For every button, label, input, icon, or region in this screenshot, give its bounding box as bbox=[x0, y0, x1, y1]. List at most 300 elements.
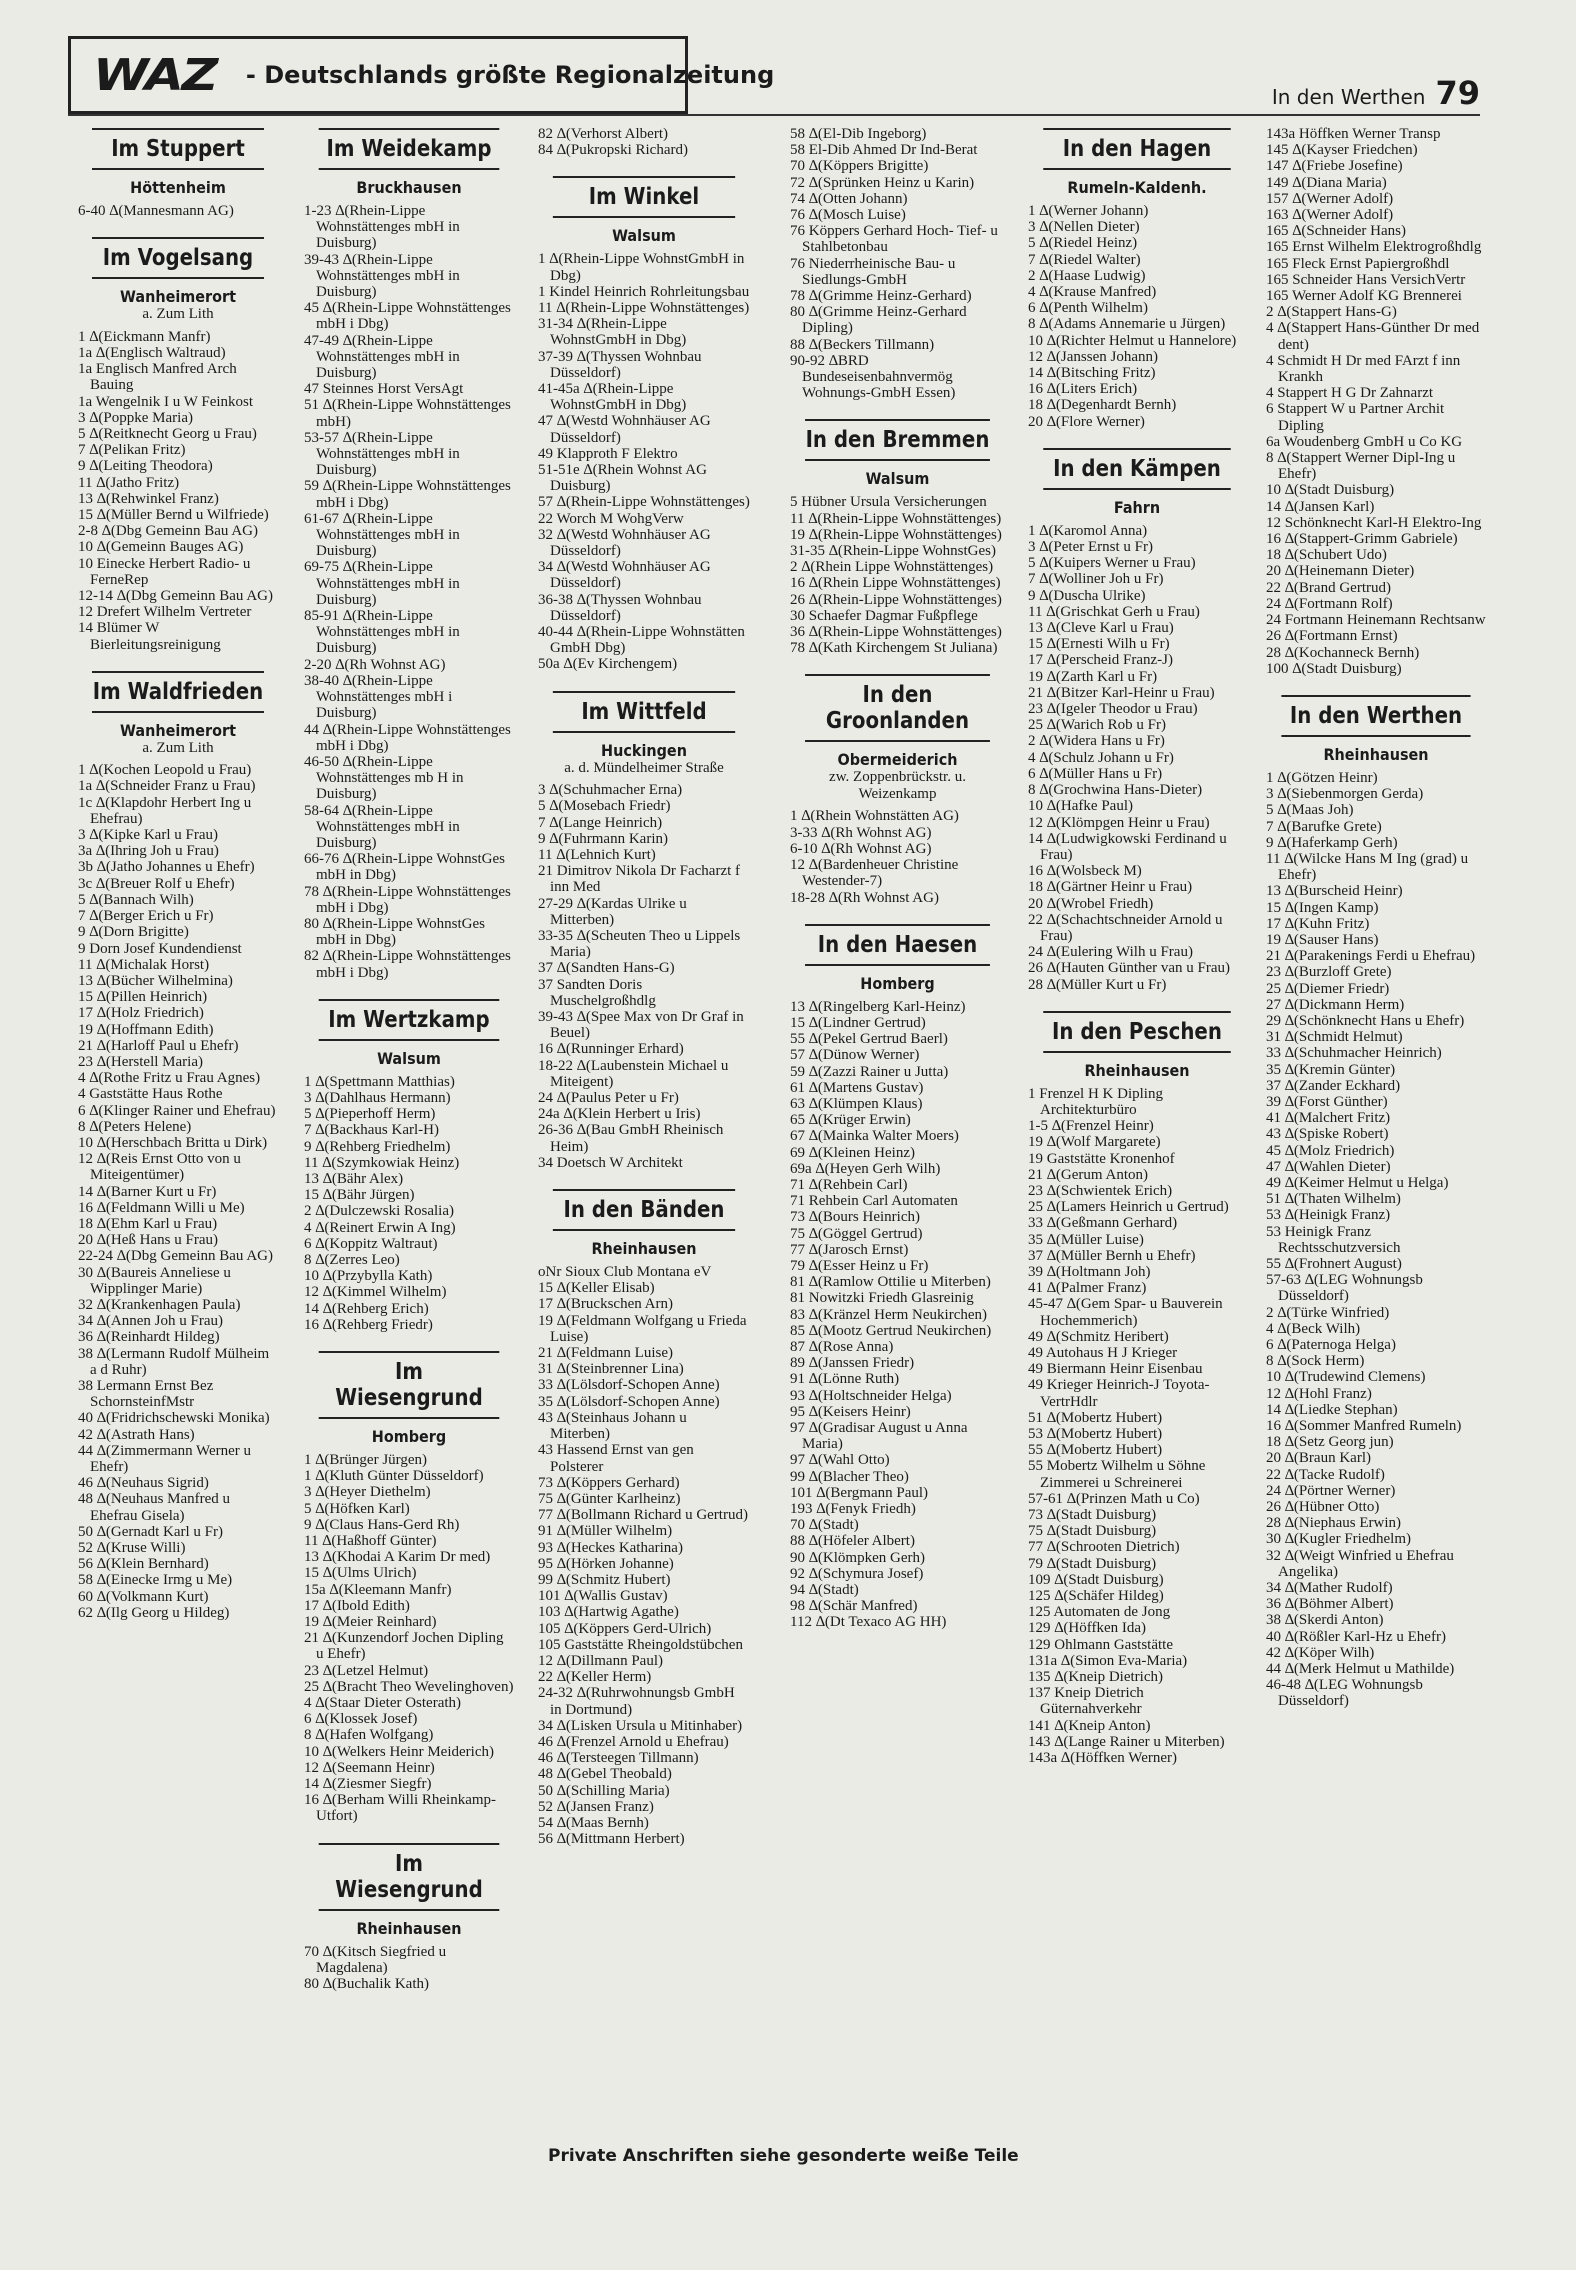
address-entry: 53 ∆(Mobertz Hubert) bbox=[1028, 1426, 1163, 1442]
street-heading: Im Wiesengrund bbox=[319, 1843, 500, 1911]
street-section bbox=[790, 419, 1005, 656]
address-entry: 73 ∆(Bours Heinrich) bbox=[790, 1209, 920, 1226]
address-entry: 45 ∆(Molz Friedrich) bbox=[1266, 1142, 1395, 1159]
district-label: Walsum bbox=[377, 1048, 441, 1068]
address-entry: 5 ∆(Pieperhoff Herm) bbox=[304, 1106, 436, 1123]
address-entry: 71 Rehbein Carl Automaten bbox=[790, 1193, 958, 1210]
address-entry: 5 ∆(Kuipers Werner u Frau) bbox=[1028, 555, 1196, 572]
address-entry: 47 ∆(Westd Wohnhäuser AG Düsseldorf) bbox=[538, 413, 711, 446]
address-entry: 19 ∆(Zarth Karl u Fr) bbox=[1028, 668, 1158, 685]
address-entry: 21 Dimitrov Nikola Dr Facharzt f inn Med bbox=[538, 863, 741, 896]
address-entry: 41 ∆(Palmer Franz) bbox=[1028, 1280, 1147, 1297]
address-entry: 18 ∆(Setz Georg jun) bbox=[1266, 1434, 1394, 1451]
address-entry: 20 ∆(Braun Karl) bbox=[1266, 1450, 1371, 1467]
address-entry: 3c ∆(Breuer Rolf u Ehefr) bbox=[78, 875, 235, 892]
address-entry: 11 ∆(Wilcke Hans M Ing (grad) u Ehefr) bbox=[1266, 850, 1469, 884]
address-entry: 12-14 ∆(Dbg Gemeinn Bau AG) bbox=[78, 587, 273, 604]
entry-list bbox=[538, 251, 750, 672]
address-entry: 8 ∆(Grochwina Hans-Dieter) bbox=[1028, 782, 1203, 799]
address-entry: 65 ∆(Krüger Erwin) bbox=[790, 1112, 911, 1129]
address-entry: 71 ∆(Rehbein Carl) bbox=[790, 1176, 908, 1193]
address-entry: 42 ∆(Astrath Hans) bbox=[78, 1426, 195, 1443]
address-entry: 1 ∆(Rhein Wohnstätten AG) bbox=[790, 808, 959, 825]
address-entry: 2-20 ∆(Rh Wohnst AG) bbox=[304, 656, 446, 673]
address-entry: 78 ∆(Kath Kirchengem St Juliana) bbox=[790, 640, 998, 657]
address-entry: 5 ∆(Maas Joh) bbox=[1266, 802, 1354, 819]
address-entry: 14 ∆(Liedke Stephan) bbox=[1266, 1401, 1398, 1418]
address-entry: 57-63 ∆(LEG Wohnungsb Düsseldorf) bbox=[1266, 1272, 1423, 1305]
address-entry: 131a ∆(Simon Eva-Maria) bbox=[1028, 1652, 1188, 1669]
address-entry: 84 ∆(Pukropski Richard) bbox=[538, 142, 688, 159]
street-heading: In den Peschen bbox=[1043, 1011, 1230, 1053]
address-entry: 7 ∆(Riedel Walter) bbox=[1028, 251, 1141, 268]
address-entry: 54 ∆(Maas Bernh) bbox=[538, 1814, 649, 1831]
address-entry: 28 ∆(Kochanneck Bernh) bbox=[1266, 644, 1420, 661]
address-entry: 1 ∆(Kochen Leopold u Frau) bbox=[78, 762, 252, 779]
street-section bbox=[790, 126, 1005, 401]
entry-list bbox=[790, 494, 1005, 656]
address-entry: 83 ∆(Kränzel Herm Neukirchen) bbox=[790, 1306, 988, 1323]
address-entry: 40 ∆(Rößler Karl-Hz u Ehefr) bbox=[1266, 1628, 1446, 1645]
address-entry: 143 ∆(Lange Rainer u Miterben) bbox=[1028, 1733, 1225, 1750]
address-entry: 77 ∆(Jarosch Ernst) bbox=[790, 1241, 909, 1258]
address-entry: 39-43 ∆(Rhein-Lippe Wohnstättenges mbH in Duisburg) bbox=[304, 251, 460, 301]
address-entry: 18 ∆(Schubert Udo) bbox=[1266, 547, 1387, 564]
entry-list bbox=[538, 126, 750, 158]
address-entry: 24 Fortmann Heinemann Rechtsanw bbox=[1266, 612, 1486, 629]
address-entry: 89 ∆(Janssen Friedr) bbox=[790, 1355, 915, 1372]
column-2 bbox=[304, 120, 514, 2010]
address-entry: 58 ∆(El-Dib Ingeborg) bbox=[790, 126, 927, 142]
address-entry: 6-10 ∆(Rh Wohnst AG) bbox=[790, 840, 932, 857]
address-entry: 101 ∆(Bergmann Paul) bbox=[790, 1484, 929, 1501]
address-entry: 31-34 ∆(Rhein-Lippe WohnstGmbH in Dbg) bbox=[538, 316, 687, 349]
street-section bbox=[1266, 126, 1486, 677]
address-entry: 90-92 ∆BRD Bundeseisenbahnvermög Wohnungs-GmbH Essen) bbox=[790, 352, 956, 402]
address-entry: 59 ∆(Zazzi Rainer u Jutta) bbox=[790, 1063, 949, 1080]
address-entry: 22-24 ∆(Dbg Gemeinn Bau AG) bbox=[78, 1248, 273, 1265]
address-entry: 48 ∆(Gebel Theobald) bbox=[538, 1766, 672, 1783]
address-entry: 88 ∆(Höfeler Albert) bbox=[790, 1533, 915, 1550]
address-entry: 11 ∆(Szymkowiak Heinz) bbox=[304, 1154, 460, 1171]
address-entry: 35 ∆(Kremin Günter) bbox=[1266, 1061, 1396, 1078]
address-entry: 99 ∆(Schmitz Hubert) bbox=[538, 1571, 671, 1588]
address-entry: 34 ∆(Lisken Ursula u Mitinhaber) bbox=[538, 1717, 743, 1734]
address-entry: 12 ∆(Bardenheuer Christine Westender-7) bbox=[790, 857, 959, 890]
address-entry: 1 ∆(Rhein-Lippe WohnstGmbH in Dbg) bbox=[538, 251, 745, 284]
address-entry: 4 Gaststätte Haus Rothe bbox=[78, 1086, 223, 1103]
address-entry: 37 Sandten Doris Muschelgroßhdlg bbox=[538, 976, 656, 1009]
address-entry: 47 Steinnes Horst VersAgt bbox=[304, 381, 464, 398]
address-entry: 39 ∆(Forst Günther) bbox=[1266, 1093, 1388, 1110]
address-entry: 1-5 ∆(Frenzel Heinr) bbox=[1028, 1118, 1154, 1135]
street-section bbox=[78, 671, 278, 1621]
address-entry: 14 ∆(Ziesmer Siegfr) bbox=[304, 1776, 432, 1793]
address-entry: 80 ∆(Rhein-Lippe WohnstGes mbH in Dbg) bbox=[304, 915, 486, 949]
street-section bbox=[538, 1189, 750, 1847]
address-entry: 9 ∆(Dorn Brigitte) bbox=[78, 924, 189, 941]
address-entry: 24-32 ∆(Ruhrwohnungsb GmbH in Dortmund) bbox=[538, 1685, 735, 1718]
address-entry: 37-39 ∆(Thyssen Wohnbau Düsseldorf) bbox=[538, 348, 702, 381]
address-entry: 6 ∆(Müller Hans u Fr) bbox=[1028, 765, 1163, 782]
address-entry: 46 ∆(Neuhaus Sigrid) bbox=[78, 1475, 209, 1492]
address-entry: 3 ∆(Poppke Maria) bbox=[78, 409, 193, 426]
address-entry: 81 Nowitzki Friedh Glasreinig bbox=[790, 1290, 974, 1307]
entry-list bbox=[304, 1452, 514, 1825]
address-entry: 79 ∆(Esser Heinz u Fr) bbox=[790, 1257, 929, 1274]
address-entry: 145 ∆(Kayser Friedchen) bbox=[1266, 142, 1418, 159]
address-entry: 23 ∆(Letzel Helmut) bbox=[304, 1662, 429, 1679]
street-heading: Im Wertzkamp bbox=[319, 999, 500, 1041]
district-label: Homberg bbox=[860, 973, 935, 993]
address-entry: 12 ∆(Seemann Heinr) bbox=[304, 1759, 435, 1776]
address-entry: 7 ∆(Barufke Grete) bbox=[1266, 818, 1382, 835]
address-entry: 45-47 ∆(Gem Spar- u Bauverein Hochemmerich) bbox=[1028, 1296, 1223, 1329]
address-entry: 165 Fleck Ernst Papiergroßhdl bbox=[1266, 255, 1450, 272]
entry-list bbox=[1266, 770, 1486, 1710]
address-entry: 51-51e ∆(Rhein Wohnst AG Duisburg) bbox=[538, 462, 707, 495]
address-entry: 36 ∆(Reinhardt Hildeg) bbox=[78, 1329, 220, 1346]
address-entry: 1-23 ∆(Rhein-Lippe Wohnstättenges mbH in Duisburg) bbox=[304, 203, 460, 252]
address-entry: 19 ∆(Sauser Hans) bbox=[1266, 931, 1379, 948]
address-entry: 6 ∆(Paternoga Helga) bbox=[1266, 1337, 1396, 1354]
address-entry: 2-8 ∆(Dbg Gemeinn Bau AG) bbox=[78, 523, 258, 540]
street-heading: In den Bänden bbox=[553, 1189, 735, 1231]
address-entry: 69-75 ∆(Rhein-Lippe Wohnstättenges mbH in Duisburg) bbox=[304, 559, 460, 608]
address-entry: 30 ∆(Baureis Anneliese u Wipplinger Marie) bbox=[78, 1264, 231, 1297]
address-entry: 13 ∆(Bähr Alex) bbox=[304, 1170, 404, 1187]
address-entry: 34 Doetsch W Architekt bbox=[538, 1154, 683, 1171]
address-entry: 30 ∆(Kugler Friedhelm) bbox=[1266, 1531, 1411, 1548]
address-entry: 3 ∆(Peter Ernst u Fr) bbox=[1028, 539, 1153, 556]
address-entry: 8 ∆(Hafen Wolfgang) bbox=[304, 1727, 434, 1744]
address-entry: 21 ∆(Harloff Paul u Ehefr) bbox=[78, 1037, 239, 1054]
entry-list bbox=[78, 762, 278, 1621]
address-entry: 22 ∆(Tacke Rudolf) bbox=[1266, 1466, 1385, 1483]
address-entry: 19 ∆(Rhein-Lippe Wohnstättenges) bbox=[790, 526, 1002, 543]
street-heading: In den Groonlanden bbox=[805, 674, 990, 742]
address-entry: 4 Schmidt H Dr med FArzt f inn Krankh bbox=[1266, 352, 1461, 386]
address-entry: 50a ∆(Ev Kirchengem) bbox=[538, 656, 678, 673]
address-entry: 38 ∆(Skerdi Anton) bbox=[1266, 1612, 1384, 1629]
address-entry: 50 ∆(Gernadt Karl u Fr) bbox=[78, 1523, 223, 1540]
district-label: Rumeln-Kaldenh. bbox=[1067, 178, 1207, 197]
address-entry: 2 ∆(Widera Hans u Fr) bbox=[1028, 733, 1165, 750]
location-note: a. Zum Lith bbox=[142, 739, 214, 756]
address-entry: 69a ∆(Heyen Gerh Wilh) bbox=[790, 1160, 941, 1177]
address-entry: 125 ∆(Schäfer Hildeg) bbox=[1028, 1588, 1164, 1605]
entry-list bbox=[78, 329, 278, 653]
address-entry: 1 ∆(Brünger Jürgen) bbox=[304, 1452, 428, 1468]
address-entry: 87 ∆(Rose Anna) bbox=[790, 1338, 894, 1355]
address-entry: 49 Klapproth F Elektro bbox=[538, 445, 678, 462]
address-entry: 36-38 ∆(Thyssen Wohnbau Düsseldorf) bbox=[538, 591, 702, 624]
address-entry: 12 ∆(Kimmel Wilhelm) bbox=[304, 1284, 447, 1301]
street-heading: Im Wiesengrund bbox=[319, 1351, 500, 1419]
address-entry: 30 Schaefer Dagmar Fußpflege bbox=[790, 607, 978, 624]
address-entry: 44 ∆(Rhein-Lippe Wohnstättenges mbH i Dbg) bbox=[304, 721, 511, 754]
address-entry: 43 Hassend Ernst van gen Polsterer bbox=[538, 1442, 694, 1475]
entry-list bbox=[1028, 203, 1246, 430]
address-entry: 12 ∆(Klömpgen Heinr u Frau) bbox=[1028, 814, 1210, 831]
district-label: Walsum bbox=[865, 469, 930, 489]
footer-note: Private Anschriften siehe gesonderte weiße Teile bbox=[548, 2146, 1019, 2166]
address-entry: 18 ∆(Degenhardt Bernh) bbox=[1028, 397, 1177, 414]
address-entry: 18-28 ∆(Rh Wohnst AG) bbox=[790, 889, 939, 906]
address-entry: 66-76 ∆(Rhein-Lippe WohnstGes mbH in Dbg) bbox=[304, 851, 505, 884]
address-entry: 11 ∆(Michalak Horst) bbox=[78, 956, 210, 973]
address-entry: 22 ∆(Keller Herm) bbox=[538, 1669, 652, 1686]
address-entry: 165 Schneider Hans VersichVertr bbox=[1266, 271, 1466, 288]
street-heading: Im Winkel bbox=[553, 176, 735, 218]
district-label: Huckingen bbox=[601, 740, 687, 760]
address-entry: 13 ∆(Khodai A Karim Dr med) bbox=[304, 1549, 491, 1566]
address-entry: 51 ∆(Thaten Wilhelm) bbox=[1266, 1191, 1401, 1208]
address-entry: 19 ∆(Meier Reinhard) bbox=[304, 1614, 437, 1631]
location-note: a. d. Mündelheimer Straße bbox=[564, 759, 724, 776]
address-entry: 101 ∆(Wallis Gustav) bbox=[538, 1588, 668, 1605]
address-entry: 39 ∆(Holtmann Joh) bbox=[1028, 1263, 1151, 1280]
address-entry: 28 ∆(Müller Kurt u Fr) bbox=[1028, 976, 1167, 993]
address-entry: 98 ∆(Schär Manfred) bbox=[790, 1598, 918, 1615]
masthead bbox=[68, 36, 775, 114]
running-title: In den Werthen bbox=[1271, 85, 1426, 109]
address-entry: 4 ∆(Staar Dieter Osterath) bbox=[304, 1695, 462, 1712]
address-entry: 10 ∆(Gemeinn Bauges AG) bbox=[78, 539, 244, 556]
address-entry: 35 ∆(Müller Luise) bbox=[1028, 1231, 1144, 1248]
page-number: 79 bbox=[1435, 74, 1480, 112]
address-entry: 76 Niederrheinische Bau- u Siedlungs-GmbH bbox=[790, 255, 956, 288]
address-entry: 42 ∆(Köper Wilh) bbox=[1266, 1644, 1375, 1661]
address-entry: 105 ∆(Köppers Gerd-Ulrich) bbox=[538, 1620, 712, 1637]
address-entry: 8 ∆(Stappert Werner Dipl-Ing u Ehefr) bbox=[1266, 450, 1456, 483]
address-entry: 16 ∆(Runninger Erhard) bbox=[538, 1041, 684, 1058]
address-entry: 55 Mobertz Wilhelm u Söhne Zimmerei u Schreinerei bbox=[1028, 1458, 1206, 1491]
address-entry: 15 ∆(Lindner Gertrud) bbox=[790, 1014, 926, 1031]
address-entry: 15a ∆(Kleemann Manfr) bbox=[304, 1581, 452, 1598]
address-entry: 1 ∆(Karomol Anna) bbox=[1028, 522, 1148, 539]
address-entry: 33 ∆(Lölsdorf-Schopen Anne) bbox=[538, 1377, 720, 1394]
address-entry: 193 ∆(Fenyk Friedh) bbox=[790, 1501, 916, 1517]
address-entry: 20 ∆(Heß Hans u Frau) bbox=[78, 1232, 218, 1249]
address-entry: 33-35 ∆(Scheuten Theo u Lippels Maria) bbox=[538, 928, 741, 961]
address-entry: 16 ∆(Stappert-Grimm Gabriele) bbox=[1266, 531, 1458, 548]
address-entry: 31 ∆(Steinbrenner Lina) bbox=[538, 1361, 684, 1378]
address-entry: 49 Biermann Heinr Eisenbau bbox=[1028, 1361, 1203, 1378]
street-heading: Im Waldfrieden bbox=[92, 671, 264, 713]
page-header bbox=[1272, 74, 1480, 112]
location-note: a. Zum Lith bbox=[142, 306, 214, 323]
address-entry: 76 Köppers Gerhard Hoch- Tief- u Stahlbetonbau bbox=[790, 223, 998, 256]
address-entry: 7 ∆(Wolliner Joh u Fr) bbox=[1028, 571, 1164, 588]
address-entry: 49 ∆(Schmitz Heribert) bbox=[1028, 1328, 1169, 1345]
address-entry: 40-44 ∆(Rhein-Lippe Wohnstätten GmbH Dbg) bbox=[538, 624, 745, 657]
address-entry: 24 ∆(Paulus Peter u Fr) bbox=[538, 1090, 679, 1107]
address-entry: 56 ∆(Mittmann Herbert) bbox=[538, 1831, 685, 1848]
waz-logo: WAZ bbox=[93, 49, 216, 101]
address-entry: 13 ∆(Ringelberg Karl-Heinz) bbox=[790, 998, 966, 1015]
address-entry: 46 ∆(Tersteegen Tillmann) bbox=[538, 1750, 699, 1767]
address-entry: 3 ∆(Schuhmacher Erna) bbox=[538, 782, 683, 799]
address-entry: 55 ∆(Mobertz Hubert) bbox=[1028, 1442, 1163, 1459]
address-entry: 36 ∆(Rhein-Lippe Wohnstättenges) bbox=[790, 624, 1002, 641]
address-entry: 49 Autohaus H J Krieger bbox=[1028, 1344, 1178, 1361]
address-entry: 11 ∆(Jatho Fritz) bbox=[78, 474, 180, 491]
address-entry: 5 ∆(Bannach Wilh) bbox=[78, 891, 194, 908]
address-entry: 4 ∆(Stappert Hans-Günther Dr med dent) bbox=[1266, 320, 1480, 353]
address-entry: 26 ∆(Hübner Otto) bbox=[1266, 1499, 1380, 1516]
address-entry: 80 ∆(Buchalik Kath) bbox=[304, 1976, 429, 1993]
column-5 bbox=[1028, 120, 1246, 1784]
address-entry: 57-61 ∆(Prinzen Math u Co) bbox=[1028, 1490, 1200, 1507]
address-entry: 20 ∆(Flore Werner) bbox=[1028, 413, 1145, 430]
address-entry: 12 ∆(Janssen Johann) bbox=[1028, 348, 1158, 365]
street-heading: In den Kämpen bbox=[1043, 448, 1230, 490]
address-entry: 36 ∆(Böhmer Albert) bbox=[1266, 1596, 1394, 1613]
address-entry: 26 ∆(Fortmann Ernst) bbox=[1266, 628, 1398, 645]
street-heading: Im Vogelsang bbox=[92, 237, 264, 279]
address-entry: 21 ∆(Parakenings Ferdi u Ehefrau) bbox=[1266, 948, 1476, 965]
address-entry: 56 ∆(Klein Bernhard) bbox=[78, 1556, 209, 1573]
address-entry: 76 ∆(Mosch Luise) bbox=[790, 207, 906, 224]
address-entry: 19 Gaststätte Kronenhof bbox=[1028, 1150, 1175, 1167]
address-entry: 58 ∆(Einecke Irmg u Me) bbox=[78, 1572, 233, 1589]
address-entry: 12 ∆(Dillmann Paul) bbox=[538, 1652, 663, 1669]
street-section bbox=[790, 674, 1005, 905]
address-entry: 16 ∆(Rhein Lippe Wohnstättenges) bbox=[790, 575, 1001, 592]
address-entry: 12 ∆(Hohl Franz) bbox=[1266, 1385, 1372, 1402]
address-entry: 15 ∆(Ulms Ulrich) bbox=[304, 1565, 417, 1582]
district-label: Rheinhausen bbox=[356, 1918, 462, 1938]
address-entry: 34 ∆(Annen Joh u Frau) bbox=[78, 1313, 223, 1330]
entry-list bbox=[304, 1074, 514, 1333]
address-entry: 32 ∆(Westd Wohnhäuser AG Düsseldorf) bbox=[538, 526, 711, 560]
address-entry: 60 ∆(Volkmann Kurt) bbox=[78, 1588, 209, 1605]
address-entry: 55 ∆(Pekel Gertrud Baerl) bbox=[790, 1031, 948, 1048]
address-entry: 3-33 ∆(Rh Wohnst AG) bbox=[790, 824, 932, 841]
address-entry: 97 ∆(Gradisar August u Anna Maria) bbox=[790, 1419, 968, 1453]
address-entry: 24a ∆(Klein Herbert u Iris) bbox=[538, 1106, 701, 1123]
address-entry: 7 ∆(Pelikan Fritz) bbox=[78, 442, 186, 459]
address-entry: 33 ∆(Geßmann Gerhard) bbox=[1028, 1215, 1178, 1232]
address-entry: 165 Ernst Wilhelm Elektrogroßhdlg bbox=[1266, 239, 1482, 256]
address-entry: 23 ∆(Herstell Maria) bbox=[78, 1053, 203, 1070]
address-entry: 4 ∆(Rothe Fritz u Frau Agnes) bbox=[78, 1070, 261, 1087]
address-entry: 3a ∆(Ihring Joh u Frau) bbox=[78, 843, 219, 860]
address-entry: 72 ∆(Sprünken Heinz u Karin) bbox=[790, 174, 975, 191]
address-entry: 37 ∆(Zander Eckhard) bbox=[1266, 1077, 1401, 1094]
street-heading: In den Hagen bbox=[1043, 128, 1230, 170]
street-section bbox=[1266, 695, 1486, 1710]
address-entry: 11 ∆(Grischkat Gerh u Frau) bbox=[1028, 603, 1200, 620]
address-entry: 27 ∆(Dickmann Herm) bbox=[1266, 996, 1405, 1013]
address-entry: 1 ∆(Spettmann Matthias) bbox=[304, 1073, 455, 1090]
street-section bbox=[538, 126, 750, 158]
address-entry: 92 ∆(Schymura Josef) bbox=[790, 1565, 924, 1582]
address-entry: 129 ∆(Höffken Ida) bbox=[1028, 1620, 1147, 1637]
entry-list bbox=[538, 1264, 750, 1847]
address-entry: 3 ∆(Siebenmorgen Gerda) bbox=[1266, 786, 1424, 803]
address-entry: 1a ∆(Schneider Franz u Frau) bbox=[78, 778, 256, 795]
address-entry: 46-50 ∆(Rhein-Lippe Wohnstättenges mb H in Duisburg) bbox=[304, 753, 464, 803]
address-entry: 23 ∆(Burzloff Grete) bbox=[1266, 964, 1392, 981]
street-heading: Im Wittfeld bbox=[553, 691, 735, 733]
address-entry: 6 Stappert W u Partner Archit Dipling bbox=[1266, 401, 1445, 434]
address-entry: 88 ∆(Beckers Tillmann) bbox=[790, 336, 935, 353]
address-entry: 9 ∆(Fuhrmann Karin) bbox=[538, 830, 668, 847]
address-entry: 14 ∆(Barner Kurt u Fr) bbox=[78, 1183, 217, 1200]
address-entry: 165 Werner Adolf KG Brennerei bbox=[1266, 288, 1462, 305]
address-entry: 17 ∆(Perscheid Franz-J) bbox=[1028, 652, 1173, 669]
address-entry: 135 ∆(Kneip Dietrich) bbox=[1028, 1669, 1163, 1686]
address-entry: 103 ∆(Hartwig Agathe) bbox=[538, 1604, 679, 1621]
address-entry: 32 ∆(Weigt Winfried u Ehefrau Angelika) bbox=[1266, 1547, 1454, 1580]
address-entry: 1 ∆(Kluth Günter Düsseldorf) bbox=[304, 1468, 484, 1485]
address-entry: 15 ∆(Müller Bernd u Wilfriede) bbox=[78, 506, 269, 523]
address-entry: 10 ∆(Herschbach Britta u Dirk) bbox=[78, 1134, 268, 1151]
address-entry: 100 ∆(Stadt Duisburg) bbox=[1266, 660, 1402, 677]
address-entry: 25 ∆(Bracht Theo Wevelinghoven) bbox=[304, 1678, 514, 1695]
address-entry: 4 Stappert H G Dr Zahnarzt bbox=[1266, 385, 1434, 402]
address-entry: 53 ∆(Heinigk Franz) bbox=[1266, 1207, 1391, 1224]
address-entry: 93 ∆(Heckes Katharina) bbox=[538, 1539, 683, 1556]
address-entry: 43 ∆(Steinhaus Johann u Miterben) bbox=[538, 1409, 687, 1443]
address-entry: 15 ∆(Bähr Jürgen) bbox=[304, 1187, 415, 1204]
street-section bbox=[78, 128, 278, 219]
address-entry: 82 ∆(Verhorst Albert) bbox=[538, 126, 668, 142]
address-entry: 67 ∆(Mainka Walter Moers) bbox=[790, 1128, 959, 1145]
address-entry: 26 ∆(Hauten Günther van u Frau) bbox=[1028, 960, 1231, 977]
address-entry: 70 ∆(Stadt) bbox=[790, 1517, 859, 1534]
address-entry: 6-40 ∆(Mannesmann AG) bbox=[78, 203, 234, 219]
address-entry: 44 ∆(Merk Helmut u Mathilde) bbox=[1266, 1661, 1455, 1678]
address-entry: 15 ∆(Pillen Heinrich) bbox=[78, 989, 208, 1006]
address-entry: 91 ∆(Lönne Ruth) bbox=[790, 1371, 900, 1388]
address-entry: 19 ∆(Feldmann Wolfgang u Frieda Luise) bbox=[538, 1312, 747, 1345]
address-entry: 3 ∆(Nellen Dieter) bbox=[1028, 219, 1140, 236]
address-entry: 7 ∆(Lange Heinrich) bbox=[538, 814, 663, 831]
street-section bbox=[1028, 1011, 1246, 1767]
address-entry: 24 ∆(Eulering Wilh u Frau) bbox=[1028, 944, 1193, 961]
address-entry: 2 ∆(Rhein Lippe Wohnstättenges) bbox=[790, 559, 994, 576]
address-entry: 52 ∆(Jansen Franz) bbox=[538, 1798, 654, 1815]
address-entry: 16 ∆(Sommer Manfred Rumeln) bbox=[1266, 1418, 1462, 1435]
address-entry: 8 ∆(Adams Annemarie u Jürgen) bbox=[1028, 316, 1226, 333]
address-entry: 15 ∆(Keller Elisab) bbox=[538, 1280, 655, 1297]
district-label: Rheinhausen bbox=[1323, 744, 1429, 764]
address-entry: 18 ∆(Ehm Karl u Frau) bbox=[78, 1215, 218, 1232]
street-section bbox=[78, 237, 278, 653]
address-entry: 62 ∆(Ilg Georg u Hildeg) bbox=[78, 1604, 230, 1621]
address-entry: 79 ∆(Stadt Duisburg) bbox=[1028, 1555, 1157, 1572]
district-label: Obermeiderich bbox=[837, 750, 958, 770]
address-entry: 48 ∆(Neuhaus Manfred u Ehefrau Gisela) bbox=[78, 1491, 231, 1524]
address-entry: 75 ∆(Günter Karlheinz) bbox=[538, 1490, 681, 1507]
address-entry: 149 ∆(Diana Maria) bbox=[1266, 174, 1387, 191]
address-entry: 8 ∆(Peters Helene) bbox=[78, 1118, 192, 1135]
address-entry: 23 ∆(Schwientek Erich) bbox=[1028, 1182, 1173, 1199]
address-entry: 16 ∆(Feldmann Willi u Me) bbox=[78, 1199, 245, 1216]
address-entry: 19 ∆(Wolf Margarete) bbox=[1028, 1134, 1161, 1151]
address-entry: 23 ∆(Igeler Theodor u Frau) bbox=[1028, 701, 1198, 718]
street-section bbox=[304, 128, 514, 981]
district-label: Bruckhausen bbox=[356, 178, 462, 197]
address-entry: 81 ∆(Ramlow Ottilie u Miterben) bbox=[790, 1274, 991, 1291]
address-entry: 91 ∆(Müller Wilhelm) bbox=[538, 1523, 673, 1540]
address-entry: 80 ∆(Grimme Heinz-Gerhard Dipling) bbox=[790, 304, 967, 337]
street-section bbox=[1028, 448, 1246, 993]
address-entry: 95 ∆(Keisers Heinr) bbox=[790, 1403, 911, 1420]
